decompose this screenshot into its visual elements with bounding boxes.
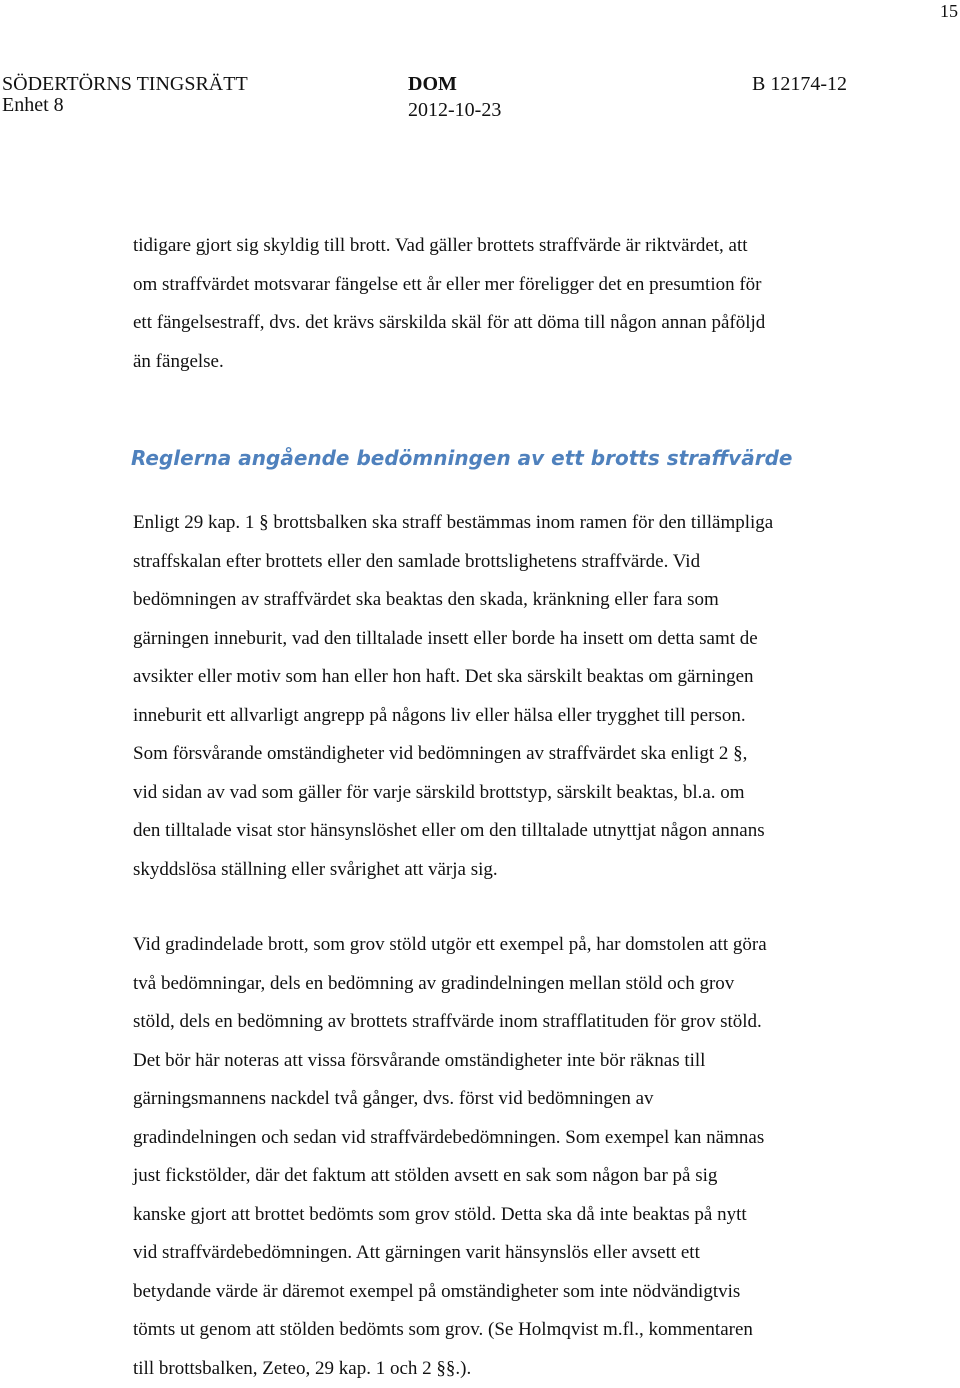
paragraph-line: till brottsbalken, Zeteo, 29 kap. 1 och 2 §§.). xyxy=(133,1350,893,1388)
document-type: DOM xyxy=(408,72,457,96)
paragraph-line: avsikter eller motiv som han eller hon haft. Det ska särskilt beaktas om gärningen xyxy=(133,658,893,697)
paragraph-line: betydande värde är däremot exempel på omständigheter som inte nödvändigtvis xyxy=(133,1273,893,1312)
paragraph-line: två bedömningar, dels en bedömning av gradindelningen mellan stöld och grov xyxy=(133,965,893,1004)
paragraph-line: gärningen inneburit, vad den tilltalade insett eller borde ha insett om detta samt de xyxy=(133,620,893,659)
paragraph-line: tömts ut genom att stölden bedömts som grov. (Se Holmqvist m.fl., kommentaren xyxy=(133,1311,893,1350)
paragraph-line: gradindelningen och sedan vid straffvärdebedömningen. Som exempel kan nämnas xyxy=(133,1119,893,1158)
paragraph-line: kanske gjort att brottet bedömts som grov stöld. Detta ska då inte beaktas på nytt xyxy=(133,1196,893,1235)
paragraph-line: Som försvårande omständigheter vid bedömningen av straffvärdet ska enligt 2 §, xyxy=(133,735,893,774)
paragraph-line: Enligt 29 kap. 1 § brottsbalken ska straff bestämmas inom ramen för den tillämpliga xyxy=(133,504,893,543)
paragraph-rules xyxy=(133,504,893,889)
case-number: B 12174-12 xyxy=(752,72,847,96)
court-unit: Enhet 8 xyxy=(2,93,64,117)
paragraph-line: vid sidan av vad som gäller för varje särskild brottstyp, särskilt beaktas, bl.a. om xyxy=(133,774,893,813)
paragraph-line: ett fängelsestraff, dvs. det krävs särskilda skäl för att döma till någon annan påföljd xyxy=(133,304,893,343)
section-heading: Reglerna angående bedömningen av ett brotts straffvärde xyxy=(131,443,792,473)
paragraph-intro xyxy=(133,227,893,381)
paragraph-line: den tilltalade visat stor hänsynslöshet eller om den tilltalade utnyttjat någon annans xyxy=(133,812,893,851)
document-date: 2012-10-23 xyxy=(408,98,501,122)
paragraph-line: om straffvärdet motsvarar fängelse ett år eller mer föreligger det en presumtion för xyxy=(133,266,893,305)
paragraph-line: stöld, dels en bedömning av brottets straffvärde inom strafflatituden för grov stöld. xyxy=(133,1003,893,1042)
paragraph-line: Vid gradindelade brott, som grov stöld utgör ett exempel på, har domstolen att göra xyxy=(133,926,893,965)
paragraph-line: bedömningen av straffvärdet ska beaktas den skada, kränkning eller fara som xyxy=(133,581,893,620)
paragraph-line: skyddslösa ställning eller svårighet att värja sig. xyxy=(133,851,893,890)
paragraph-line: Det bör här noteras att vissa försvårande omständigheter inte bör räknas till xyxy=(133,1042,893,1081)
paragraph-line: inneburit ett allvarligt angrepp på någons liv eller hälsa eller trygghet till person. xyxy=(133,697,893,736)
paragraph-graded-crimes xyxy=(133,926,893,1388)
court-name: SÖDERTÖRNS TINGSRÄTT xyxy=(2,72,248,96)
page-number: 15 xyxy=(940,0,958,22)
paragraph-line: just fickstölder, där det faktum att stölden avsett en sak som någon bar på sig xyxy=(133,1157,893,1196)
paragraph-line: tidigare gjort sig skyldig till brott. Vad gäller brottets straffvärde är riktvärdet, att xyxy=(133,227,893,266)
paragraph-line: straffskalan efter brottets eller den samlade brottslighetens straffvärde. Vid xyxy=(133,543,893,582)
paragraph-line: vid straffvärdebedömningen. Att gärningen varit hänsynslös eller avsett ett xyxy=(133,1234,893,1273)
paragraph-line: gärningsmannens nackdel två gånger, dvs. först vid bedömningen av xyxy=(133,1080,893,1119)
paragraph-line: än fängelse. xyxy=(133,343,893,382)
